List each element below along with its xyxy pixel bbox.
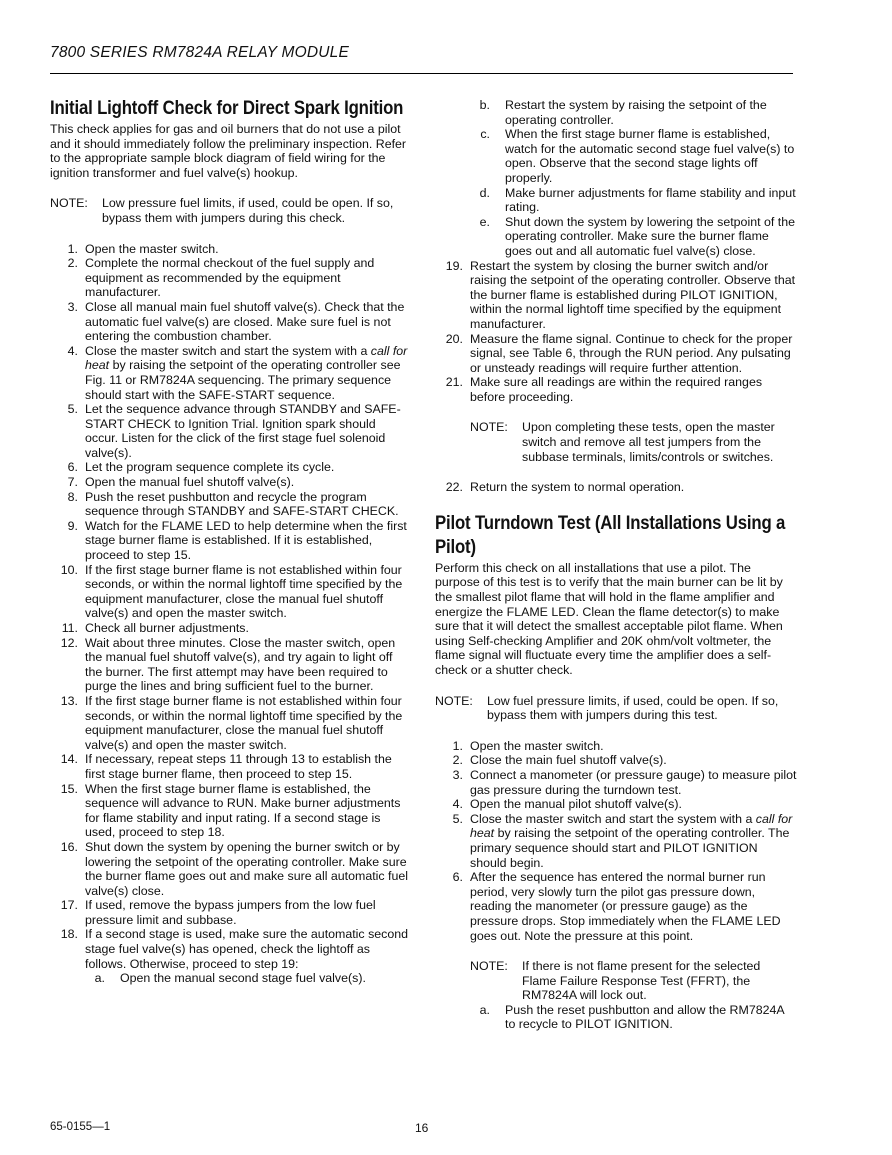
list-item: 10. If the first stage burner flame is not established within four seconds, or within the normal lightoff time specified by the equipment manufacturer, close the manual fuel shutoff valve(s) and open the master switch. — [60, 562, 403, 621]
running-title: 7800 SERIES RM7824A RELAY MODULE — [50, 44, 350, 61]
list-item: d. Make burner adjustments for flame stability and input rating. — [479, 185, 796, 215]
step18-substeps — [85, 971, 410, 986]
list-item: 22. Return the system to normal operation. — [445, 480, 685, 495]
list-item: 6. After the sequence has entered the normal burner run period, very slowly turn the pilot gas pressure down, reading the manometer (or pressure gauge) as the pressure drops. Stop immediately when the FLAME LED goes out. Note the pressure at this point. — [452, 870, 781, 943]
list-item: 20. Measure the flame signal. Continue to check for the proper signal, see Table 6, through the RUN period. Any pulsating or unsteady readings will require further attention. — [445, 331, 793, 375]
header-rule — [50, 73, 793, 74]
list-item: b. Restart the system by raising the setpoint of the operating controller. — [479, 98, 767, 127]
list-item: 3. Connect a manometer (or pressure gauge) to measure pilot gas pressure during the turndown test. — [452, 767, 797, 797]
lightoff-final-step — [435, 480, 797, 495]
list-item: 11. Check all burner adjustments. — [61, 621, 249, 635]
list-item: 1. Open the master switch. — [67, 241, 219, 256]
list-item: 1. Open the master switch. — [452, 738, 604, 753]
list-item: 2. Complete the normal checkout of the fuel supply and equipment as recommended by the equipment manufacturer. — [67, 256, 375, 300]
pilot-substeps — [435, 1003, 797, 1032]
list-item: 21. Make sure all readings are within the required ranges before proceeding. — [445, 375, 763, 404]
list-item: 4. Close the master switch and start the system with a call for heat by raising the setpoint of the operating controller see Fig. 11 or RM7824A sequencing. The primary sequence should start with the SAFE-START sequence. — [67, 343, 408, 402]
right-column — [435, 98, 797, 1032]
list-item: e. Shut down the system by lowering the setpoint of the operating controller. Make sure the burner flame goes out and all automatic fuel valve(s) close. — [479, 214, 795, 258]
intro-paragraph: This check applies for gas and oil burners that do not use a pilot and it should immediately follow the preliminary inspection. Refer to the appropriate sample block diagram of field wiring for the ignition transformer and fuel valve(s) hookup. — [50, 122, 407, 180]
note-label: NOTE: — [435, 693, 473, 708]
list-item: c. When the first stage burner flame is established, watch for the automatic second stage fuel valve(s) to open. Observe that the second stage lights off properly. — [480, 127, 795, 185]
note-label: NOTE: — [50, 196, 88, 211]
list-item: 7. Open the manual fuel shutoff valve(s). — [67, 475, 295, 490]
list-item: 16. Shut down the system by opening the burner switch or by lowering the setpoint of the operating controller. Make sure the burner flame goes out and make sure all automatic fuel valve(s) close. — [60, 839, 409, 898]
lightoff-steps — [50, 242, 410, 986]
section-title-direct-spark: Initial Lightoff Check for Direct Spark Ignition — [50, 97, 404, 119]
intro-paragraph: Perform this check on all installations that use a pilot. The purpose of this test is to verify that the main burner can be lit by the smallest pilot flame that will hold in the flame amplifier and energize the FLAME LED. Clean the flame detector(s) to make sure that it will detect the smallest acceptable pilot flame. When using Self-checking Amplifier and 20K ohm/volt voltmeter, the flame signal will fluctuate every time the amplifier does a self-check or a shutter check. — [435, 560, 783, 677]
note-text: Upon completing these tests, open the master switch and remove all test jumpers from the subbase terminals, limits/controls or switches. — [522, 420, 775, 464]
list-item: a. Open the manual second stage fuel valve(s). — [94, 971, 366, 986]
list-item: 4. Open the manual pilot shutoff valve(s). — [452, 797, 682, 812]
document-number: 65-0155—1 — [50, 1121, 111, 1133]
list-item: 19. Restart the system by closing the burner switch and/or raising the setpoint of the operating controller. Observe that the burner flame is established during PILOT IGNITION, within the normal lightoff time specified by the equipment manufacturer. — [445, 258, 796, 331]
list-item: 15. When the first stage burner flame is established, the sequence will advance to RUN. Make burner adjustments for flame stability and input rating. If a second stage is used, proceed to step 18. — [60, 781, 401, 840]
list-item: 12. Wait about three minutes. Close the master switch, open the manual fuel shutoff valve(s), and try again to light off the burner. The first attempt may have been required to purge the lines and bring sufficient fuel to the burner. — [60, 635, 396, 694]
list-item: 8. Push the reset pushbutton and recycle the program sequence through STANDBY and SAFE-START CHECK. — [67, 489, 399, 519]
left-column — [50, 96, 410, 986]
note-text: Low pressure fuel limits, if used, could be open. If so, bypass them with jumpers during this check. — [102, 196, 394, 225]
list-item: a. Push the reset pushbutton and allow the RM7824A to recycle to PILOT IGNITION. — [479, 1002, 784, 1032]
list-item: 14. If necessary, repeat steps 11 through 13 to establish the first stage burner flame, then proceed to step 15. — [60, 752, 392, 781]
pilot-turndown-steps — [435, 739, 797, 943]
note-block — [50, 196, 410, 225]
note-label: NOTE: — [470, 420, 508, 435]
note-block — [435, 694, 797, 723]
list-item: 17. If used, remove the bypass jumpers from the low fuel pressure limit and subbase. — [60, 898, 376, 927]
note-text: Low fuel pressure limits, if used, could be open. If so, bypass them with jumpers during this test. — [487, 693, 779, 723]
list-item: 9. Watch for the FLAME LED to help determine when the first stage burner flame is established. If it is established, proceed to step 15. — [67, 518, 407, 563]
list-item: 6. Let the program sequence complete its cycle. — [67, 460, 335, 475]
note-text: If there is not flame present for the selected Flame Failure Response Test (FFRT), the RM7824A will lock out. — [522, 959, 761, 1003]
list-item: 18. If a second stage is used, make sure the automatic second stage fuel valve(s) has opened, check the lightoff as follows. Otherwise, proceed to step 19: a. Open the manual second stage fuel valve(s). — [60, 927, 409, 986]
lightoff-steps-continued — [435, 259, 797, 405]
step18-substeps-continued — [435, 98, 797, 259]
list-item: 5. Close the master switch and start the system with a call for heat by raising the setpoint of the operating controller. The primary sequence should start and PILOT IGNITION should begin. — [452, 811, 793, 870]
note-block — [470, 420, 797, 464]
section-title-pilot-turndown: Pilot Turndown Test (All Installations Using a Pilot) — [435, 511, 786, 558]
list-item: 5. Let the sequence advance through STANDBY and SAFE-START CHECK to Ignition Trial. Ignition spark should occur. Listen for the click of the first stage fuel solenoid valve(s). — [67, 402, 401, 460]
page-number: 16 — [415, 1121, 429, 1135]
list-item: 3. Close all manual main fuel shutoff valve(s). Check that the automatic fuel valve(s) are closed. Make sure fuel is not entering the combustion chamber. — [67, 299, 405, 344]
list-item: 13. If the first stage burner flame is not established within four seconds, or within the normal lightoff time specified by the equipment manufacturer, close the manual fuel shutoff valve(s) and open the master switch. — [60, 693, 403, 752]
note-block — [470, 959, 797, 1003]
note-label: NOTE: — [470, 959, 508, 974]
list-item: 2. Close the main fuel shutoff valve(s). — [452, 753, 667, 768]
